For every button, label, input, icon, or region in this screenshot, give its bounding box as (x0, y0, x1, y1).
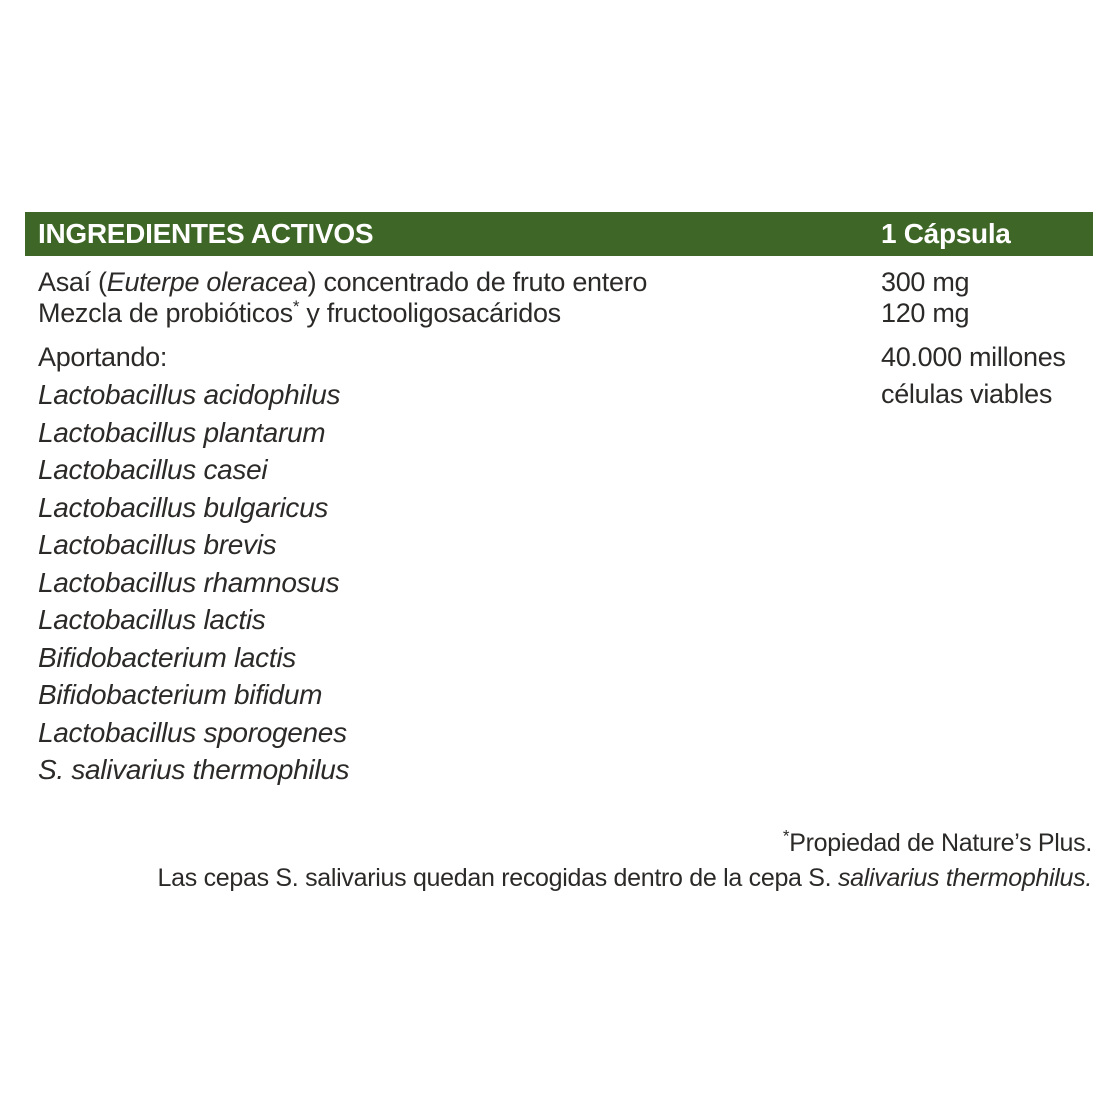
providing-label: Aportando: (38, 342, 168, 372)
asterisk-marker: * (782, 826, 790, 846)
footnote-cepas (25, 861, 1092, 896)
probiotic-item: Lactobacillus acidophilus (38, 379, 341, 410)
ingredient-name-prefix: Asaí ( (38, 267, 107, 297)
header-serving-size: 1 Cápsula (881, 218, 1011, 249)
asterisk-marker: * (292, 297, 300, 316)
footnotes (25, 826, 1092, 896)
probiotic-item: Bifidobacterium bifidum (38, 679, 323, 710)
footnote-cepas-regular: Las cepas S. salivarius quedan recogidas dentro de la cepa S. (157, 864, 838, 892)
providing-section (25, 338, 1093, 789)
probiotic-item: Lactobacillus casei (38, 454, 268, 485)
ingredient-rows (25, 267, 1093, 329)
probiotic-item: Lactobacillus rhamnosus (38, 566, 340, 598)
footnote-cepas-italic: salivarius thermophilus. (837, 864, 1092, 892)
providing-amount-line1: 40.000 millones (881, 342, 1066, 372)
ingredient-name-suffix: ) concentrado de fruto entero (307, 267, 648, 297)
providing-amount-line2: células viables (881, 379, 1053, 409)
ingredient-amount: 300 mg (881, 267, 970, 297)
probiotic-item: Lactobacillus sporogenes (38, 716, 347, 748)
footnote-propiedad-text: Propiedad de Nature’s Plus. (789, 829, 1092, 857)
providing-amount (881, 339, 1066, 413)
probiotic-item: Bifidobacterium lactis (38, 641, 296, 673)
ingredient-name-suffix: y fructooligosacáridos (299, 298, 561, 328)
probiotic-item: Lactobacillus bulgaricus (38, 491, 329, 523)
ingredient-latin-name: Euterpe oleracea (106, 267, 308, 297)
ingredients-header-bar (25, 212, 1093, 256)
probiotic-item: Lactobacillus lactis (38, 604, 266, 635)
ingredient-row-mezcla (25, 298, 1093, 329)
probiotic-item: Lactobacillus brevis (38, 529, 277, 560)
ingredient-name-prefix: Mezcla de probióticos (38, 298, 293, 328)
probiotics-list (25, 376, 1093, 789)
header-title: INGREDIENTES ACTIVOS (38, 218, 374, 249)
supplement-facts-panel (25, 212, 1093, 789)
probiotic-item: S. salivarius thermophilus (38, 754, 350, 785)
ingredient-amount: 120 mg (881, 298, 970, 328)
ingredient-row-asai (25, 267, 1093, 298)
footnote-propiedad (25, 826, 1092, 861)
probiotic-item: Lactobacillus plantarum (38, 416, 326, 448)
